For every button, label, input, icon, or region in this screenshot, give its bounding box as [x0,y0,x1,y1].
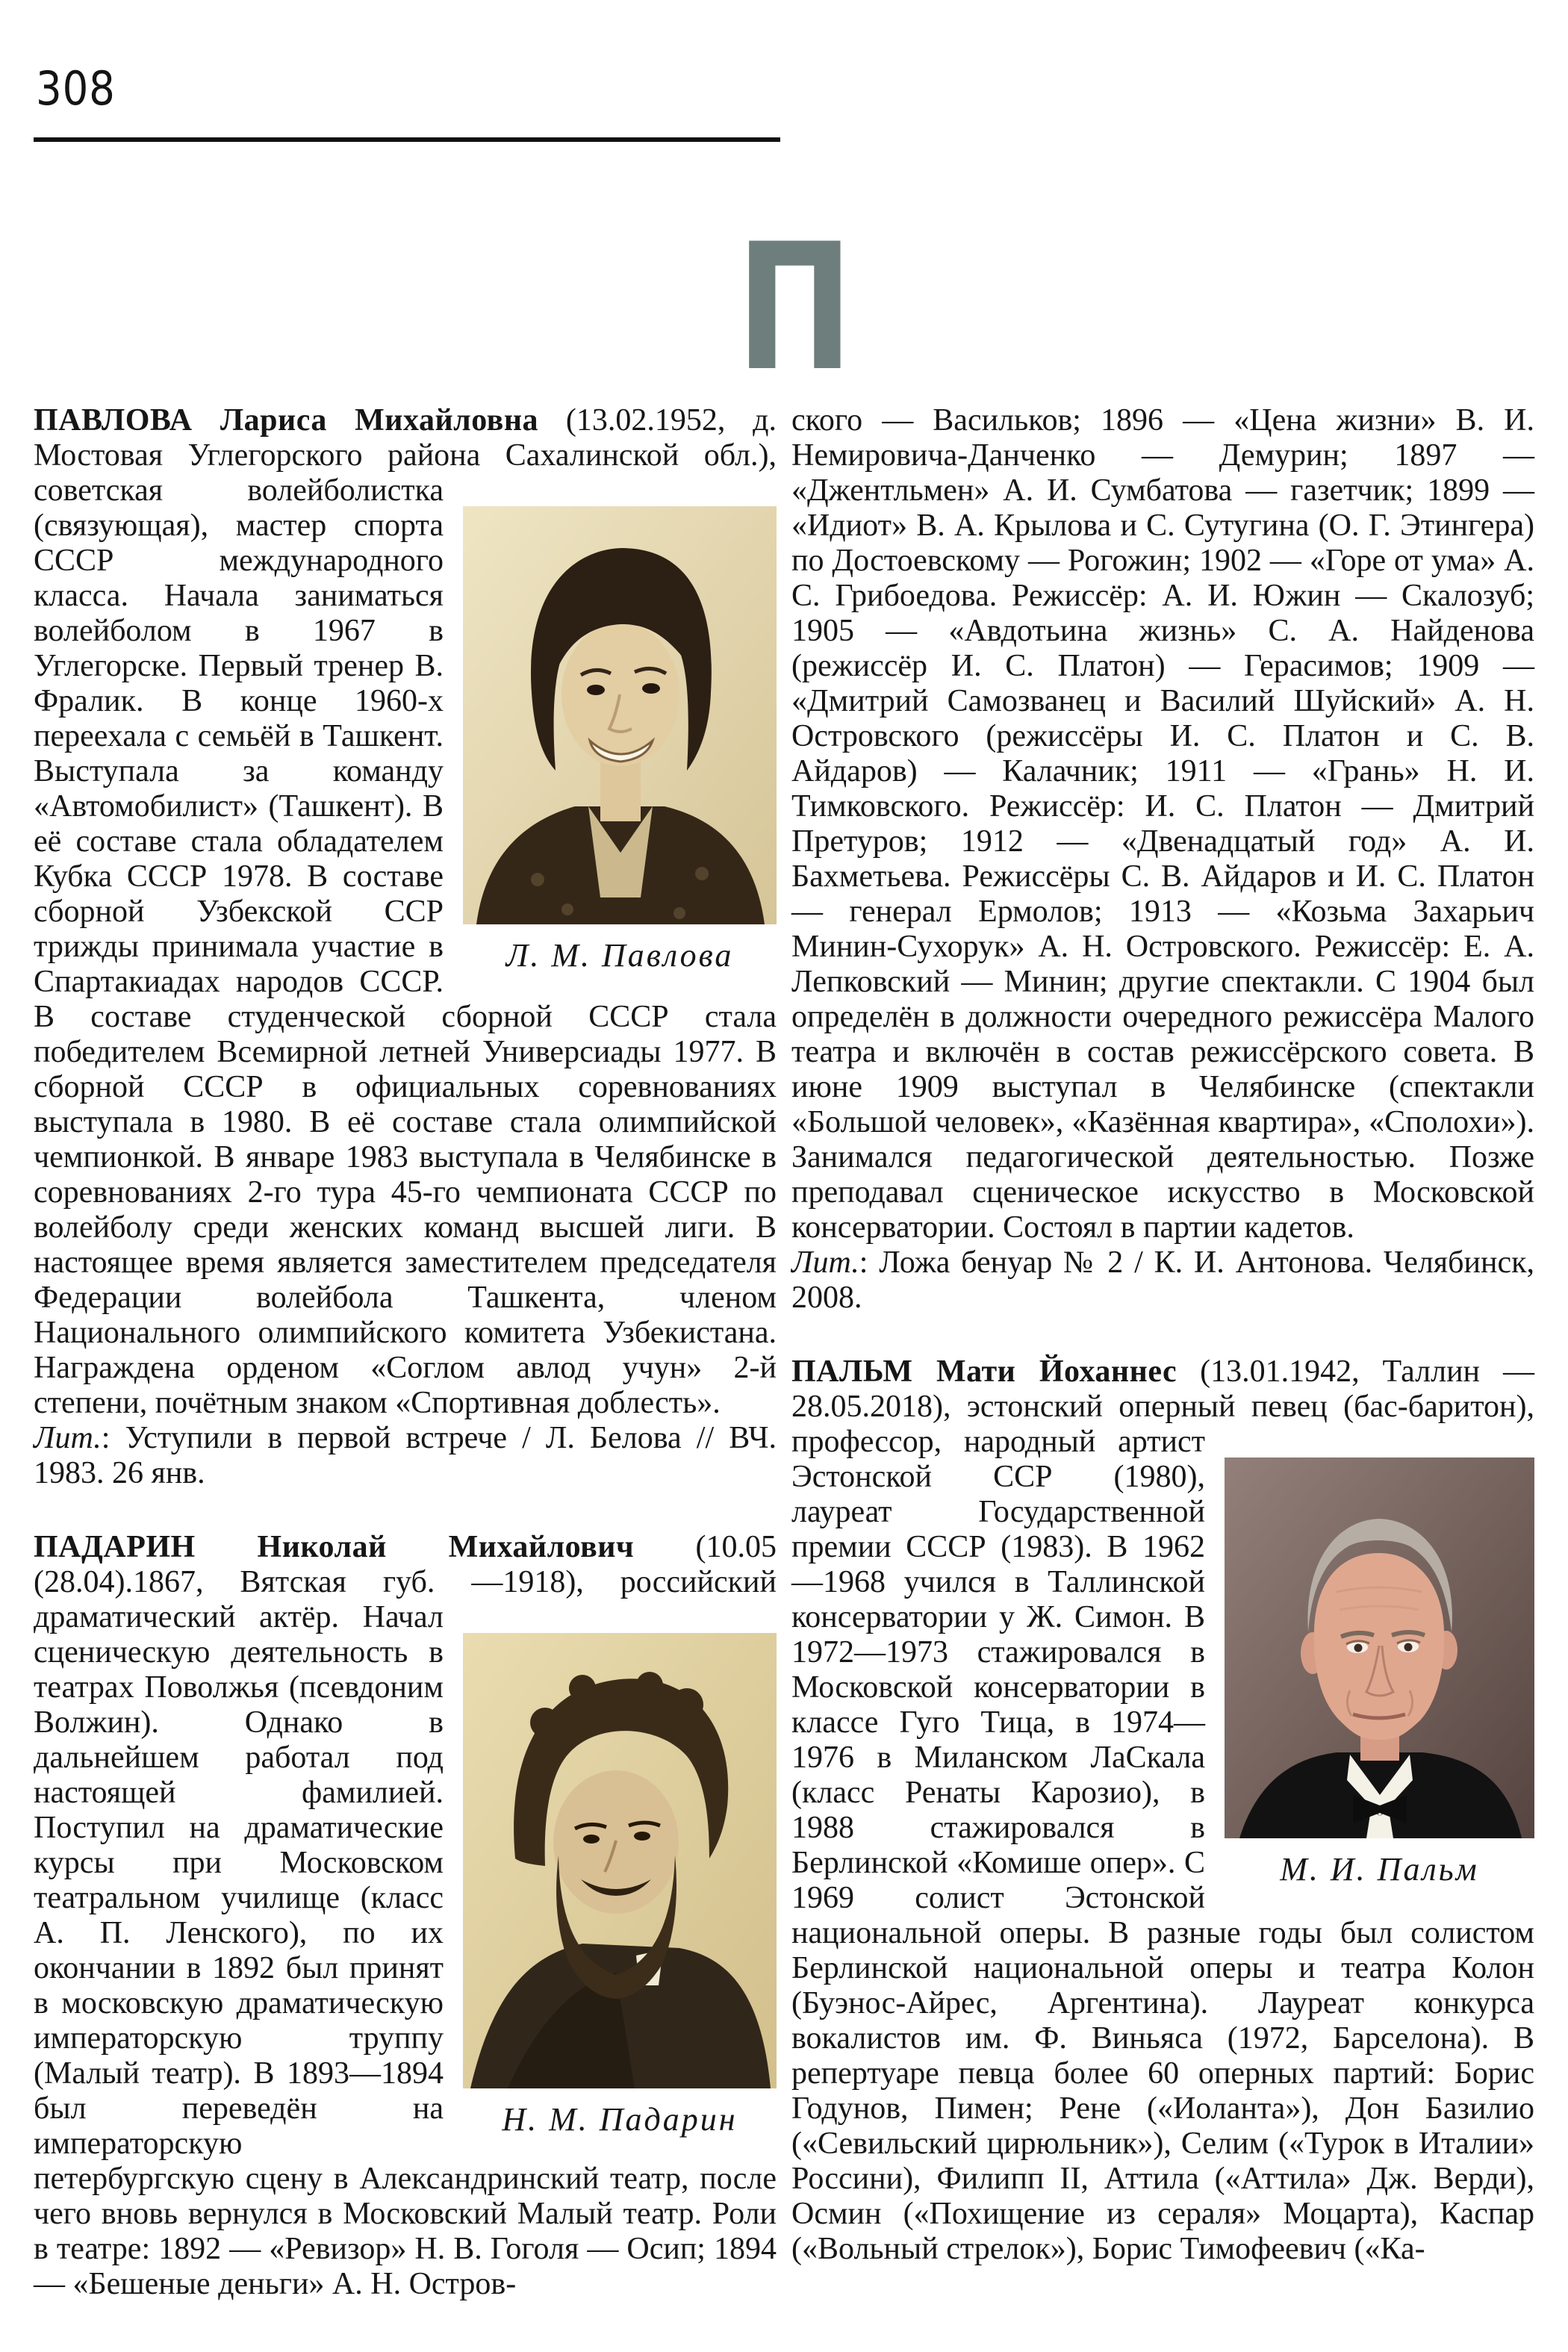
padarin-portrait-photo [463,1633,777,2088]
headword-pavlova: ПАВЛОВА Лариса Михайловна [34,403,539,438]
article-padarin-continued [791,403,1534,1245]
palm-figure [1225,1457,1534,1889]
pavlova-photo-caption: Л. М. Павлова [505,937,734,974]
lit-label: Лит. [791,1245,859,1280]
headword-padarin: ПАДАРИН Николай Михайлович [34,1530,635,1564]
palm-portrait-photo [1225,1457,1534,1838]
padarin-body-text: драматический актёр. Начал сценическую деятельность в театрах Поволжья (псевдоним Волжин). Однако в дальнейшем работал под настоящей фамилией. Поступил на драматические курсы при Московском театральном училище (класс А. П. Ленского), по их окончании в 1892 был принят в московскую драматическую императорскую труппу (Малый театр). В 1893—1894 был переведён на императорскую петербургскую сцену в Александринский театр, после чего вновь вернулся в Московский Малый театр. Роли в театре: 1892 — «Ревизор» Н. В. Гоголя — Осип; 1894 — «Бешеные деньги» А. Н. Остров- [34,1600,777,2301]
padarin-literature [791,1245,1534,1316]
padarin-photo-caption: Н. М. Падарин [502,2101,738,2138]
palm-photo-caption: М. И. Пальм [1280,1851,1479,1888]
pavlova-portrait-photo [463,506,777,924]
right-column [791,403,1534,2302]
padarin-continuation-text: ского — Васильков; 1896 — «Цена жизни» В. И. Немировича-Данченко — Демурин; 1897 — «Джентльмен» А. И. Сумбатова — газетчик; 1899 — «Идиот» В. А. Крылова и С. Сутугина (О. Г. Этингера) по Достоевскому — Рогожин; 1902 — «Горе от ума» А. С. Грибоедова. Режиссёр: А. И. Южин — Скалозуб; 1905 — «Авдотьина жизнь» С. А. Найденова (режиссёр И. С. Платон) — Герасимов; 1909 — «Дмитрий Самозванец и Василий Шуйский» А. Н. Островского (режиссёры И. С. Платон и С. В. Айдаров) — Калачник; 1911 — «Грань» Н. И. Тимковского. Режиссёр: И. С. Платон — Дмитрий Претуров; 1912 — «Двенадцатый год» А. И. Бахметьева. Режиссёры С. В. Айдаров и И. С. Платон — генерал Ермолов; 1913 — «Козьма Захарьич Минин-Сухорук» А. Н. Островского. Режиссёр: Е. А. Лепковский — Минин; другие спектакли. С 1904 был определён в должности очередного режиссёра Малого театра и включён в состав режиссёрского совета. В июне 1909 выступал в Челябинске (спектакли «Большой человек», «Казённая квартира», «Сполохи»). Занимался педагогической деятельностью. Позже преподавал сценическое искусство в Московской консерватории. Состоял в партии кадетов. [791,403,1534,1245]
header-rule [34,137,780,142]
left-column [34,403,777,2302]
pavlova-body-text: обл.), советская волейболистка (связующая), мастер спорта СССР международного класса. Начала заниматься волейболом в 1967 в Углегорске. Первый тренер В. Фралик. В конце 1960-х переехала с семьёй в Ташкент. Выступала за команду «Автомобилист» (Ташкент). В её составе стала обладателем Кубка СССР 1978. В составе сборной Узбекской ССР трижды принимала участие в Спартакиадах народов СССР. В составе студенческой сборной СССР стала победителем Всемирной летней Универсиады 1977. В сборной СССР в официальных соревнованиях выступала в 1980. В её составе стала олимпийской чемпионкой. В январе 1983 выступала в Челябинске в соревнованиях 2-го тура 45-го чемпионата СССР по волейболу среди женских команд высшей лиги. В настоящее время является заместителем председателя Федерации волейбола Ташкента, членом Национального олимпийского комитета Узбекистана. Награждена орденом «Соглом авлод учун» 2-й степени, почётным знаком «Спортивная доблесть». [34,438,777,1420]
palm-body-text: (бас-баритон), профессор, народный артист Эстонской ССР (1980), лауреат Государственной премии СССР (1983). В 1962—1968 учился в Таллинской консерватории у Ж. Симон. В 1972—1973 стажировался в Московской консерватории в классе Гуго Тица, в 1974—1976 в Миланском ЛаСкала (класс Ренаты Карозио), в 1988 стажировался в Берлинской «Комише опер». С 1969 солист Эстонской национальной оперы. В разные годы был солистом Берлинской национальной оперы и театра Колон (Буэнос-Айрес, Аргентина). Лауреат конкурса вокалистов им. Ф. Виньяса (1972, Барселона). В репертуаре певца более 60 оперных партий: Борис Годунов, Пимен; Рене («Иоланта»), Дон Базилио («Севильский цирюльник»), Селим («Турок в Италии» Россини), Филипп II, Аттила («Аттила» Дж. Верди), Осмин («Похищение из сераля» Моцарта), Каспар («Вольный стрелок»), Борис Тимофеевич («Ка- [791,1390,1534,2266]
lit-text: : Уступили в первой встрече / Л. Белова // ВЧ. 1983. 26 янв. [34,1421,777,1490]
pavlova-lead-text: (13.02.1952, д. Мостовая Углегорского района Сахалинской [34,403,777,473]
article-palm [791,1354,1534,2267]
headword-palm: ПАЛЬМ Мати Йоханнес [791,1354,1177,1389]
page-number: 308 [36,61,116,116]
padarin-figure [463,1633,777,2139]
pavlova-literature [34,1421,777,1491]
lit-label: Лит. [34,1421,102,1455]
article-pavlova [34,403,777,1421]
section-letter-p: П [736,207,853,410]
palm-lead-text: (13.01.1942, Таллин — 28.05.2018), эстонский оперный певец [791,1354,1534,1424]
padarin-lead-text: (10.05 (28.04).1867, Вятская губ. —1918), российский [34,1530,777,1599]
pavlova-figure [463,506,777,975]
article-padarin [34,1530,777,2302]
lit-text: : Ложа бенуар № 2 / К. И. Антонова. Челябинск, 2008. [791,1245,1534,1315]
text-columns [34,403,1534,2302]
